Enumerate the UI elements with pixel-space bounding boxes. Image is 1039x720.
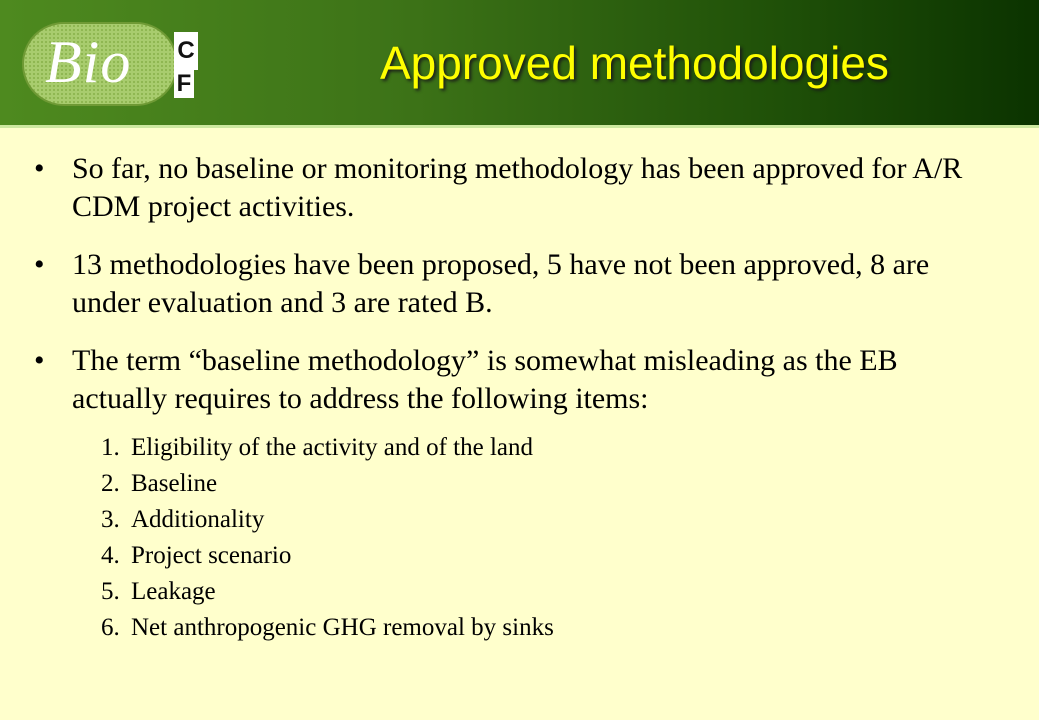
list-text: Baseline — [131, 470, 218, 497]
list-text: Net anthropogenic GHG removal by sinks — [131, 614, 554, 641]
bullet-item — [34, 246, 1000, 322]
list-item — [101, 502, 1000, 538]
list-text: Eligibility of the activity and of the land — [131, 434, 533, 461]
header-divider — [0, 125, 1039, 128]
requirements-list — [101, 430, 1000, 646]
header-banner — [0, 0, 1039, 125]
logo-letter-f: F — [176, 70, 192, 97]
list-item — [101, 610, 1000, 646]
logo-box-top — [174, 32, 198, 70]
bullet-text: So far, no baseline or monitoring methodology has been approved for A/R CDM project activities. — [72, 152, 963, 223]
list-number: 3. — [101, 506, 120, 533]
list-number: 5. — [101, 578, 120, 605]
list-number: 6. — [101, 614, 120, 641]
bullet-text: The term “baseline methodology” is somewhat misleading as the EB actually requires to address the following items: — [72, 344, 898, 415]
list-text: Project scenario — [131, 542, 292, 569]
list-item — [101, 430, 1000, 466]
list-text: Leakage — [131, 578, 216, 605]
logo-letter-c: C — [177, 37, 195, 64]
bullet-dot: • — [34, 248, 45, 281]
bullet-dot: • — [34, 344, 45, 377]
biocf-logo — [22, 22, 202, 106]
bullet-item — [34, 342, 1000, 418]
list-text: Additionality — [131, 506, 265, 533]
list-number: 2. — [101, 470, 120, 497]
bullet-item — [34, 150, 1000, 226]
page-title: Approved methodologies — [380, 37, 889, 89]
bullet-text: 13 methodologies have been proposed, 5 have not been approved, 8 are under evaluation and 3 are rated B. — [72, 248, 930, 319]
bullet-dot: • — [34, 152, 45, 185]
logo-box-bottom — [174, 70, 194, 98]
list-item — [101, 466, 1000, 502]
list-number: 4. — [101, 542, 120, 569]
slide-content — [34, 150, 1000, 646]
logo-text: Bio — [45, 29, 132, 95]
list-item — [101, 538, 1000, 574]
list-item — [101, 574, 1000, 610]
list-number: 1. — [101, 434, 120, 461]
